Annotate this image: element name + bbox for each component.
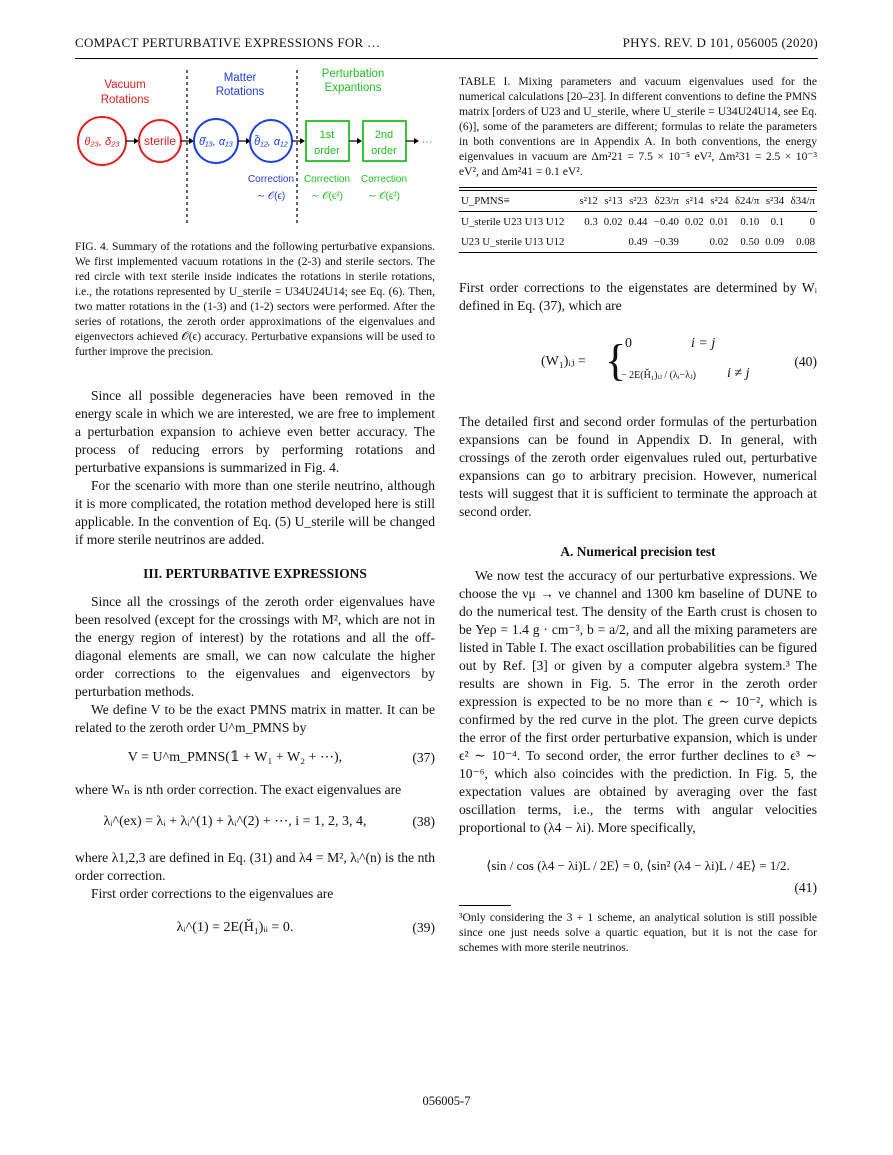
running-header (75, 35, 818, 55)
second-order-label-1: 2nd (374, 129, 394, 141)
page-number: 056005-7 (422, 1094, 471, 1108)
order-label-2: ∼ 𝒪(ϵ²) (311, 191, 343, 202)
right-column (459, 74, 817, 955)
equation-39: λᵢ^(1) = 2E(Ȟ₁)ᵢᵢ = 0. (39) (176, 920, 435, 935)
footnote: ³Only considering the 3 + 1 scheme, an analytical solution is still possible since one just needs solve a quartic equation, but it is not the case for schemes with more sterile neutrinos. (459, 911, 817, 954)
second-order-label-2: order (371, 145, 397, 157)
figure-4-caption: FIG. 4. Summary of the rotations and the following perturbative expansions. We first implemented vacuum rotations in the (2-3) and sterile sectors. The red circle with text sterile inside indicates the rotations in sterile rotations, i.e., the rotations represented by U_sterile = U34U24U14; see Eq. (6). Then, two matter rotations in the (1-3) and (1-2) sectors were performed. After the series of rotations, the zeroth order approximations of the eigenvalues and eigenvectors achieved 𝒪(ϵ) accuracy. Perturbative expansions will be used to further improve the precision. (75, 240, 435, 358)
paragraph: First order corrections to the eigenstates are determined by Wᵢ defined in Eq. (37), which are (459, 280, 817, 313)
label-vacuum-1: Vacuum (104, 79, 146, 91)
table-row: U23 U_sterile U13 U12 0.49 −0.39 0.02 0.50 0.09 0.08 (459, 232, 817, 253)
footnote-rule (459, 905, 511, 906)
table-row: U_sterile U23 U13 U12 0.3 0.02 0.44 −0.40 0.02 0.01 0.10 0.1 0 (461, 216, 815, 228)
paragraph: where Wₙ is nth order correction. The exact eigenvalues are (75, 782, 402, 797)
subsection-heading: A. Numerical precision test (560, 544, 716, 559)
order-label-1: ∼ 𝒪(ϵ) (256, 191, 286, 202)
equation-41: ⟨sin / cos (λ4 − λi)L / 2E⟩ = 0, ⟨sin² (λ4 − λi)L / 4E⟩ = 1/2. (41) (486, 858, 817, 895)
header-title: COMPACT PERTURBATIVE EXPRESSIONS FOR … (75, 35, 381, 50)
paragraph: Since all possible degeneracies have been removed in the energy scale in which we are interested, we are free to implement a perturbation expansion to achieve even better accuracy. The process of reducing errors by performing rotations and perturbative expansions is summarized in Fig. 4. (75, 388, 435, 475)
paragraph: where λ1,2,3 are defined in Eq. (31) and λ4 = M², λᵢ^(n) is the nth order correction. (75, 850, 435, 883)
first-order-label-2: order (314, 145, 340, 157)
table-1-caption: TABLE I. Mixing parameters and vacuum eigenvalues used for the numerical calculations [20–23]. In different conventions to define the PMNS matrix [orders of U23 and U_sterile, where U_sterile = U34U24U14, see Eq. (6)], some of the parameters are different; formulas to relate the parameters in both conventions are in Appendix A. In both conventions, the energy eigenvalues in vacuum are Δm²21 = 7.5 × 10⁻⁵ eV², Δm²31 = 2.5 × 10⁻³ eV², and Δm²41 = 0.1 eV². (459, 75, 817, 178)
vacuum-node-label: θ₂₃, δ₂₃ (84, 136, 120, 148)
ellipsis: ··· (421, 136, 433, 148)
table-1 (459, 191, 817, 253)
paragraph: We define V to be the exact PMNS matrix in matter. It can be related to the zeroth order U^m_PMNS by (75, 702, 435, 735)
matter-node-13-label: θ̂₁₃, α₁₃ (198, 136, 234, 148)
table-header-row: U_PMNS≡ s²12 s²13 s²23 δ23/π s²14 s²24 δ24/π s²34 δ34/π (459, 191, 817, 212)
correction-label-3: Correction (360, 174, 408, 185)
label-vacuum-2: Rotations (100, 94, 150, 106)
paragraph: For the scenario with more than one sterile neutrino, although it is more complicated, the rotation method developed here is still applicable. In the convention of Eq. (5) U_sterile will be changed if more sterile neutrinos are added. (75, 478, 435, 547)
label-matter-1: Matter (223, 72, 257, 84)
correction-label-2: Correction (303, 174, 351, 185)
label-pert-2: Expantions (324, 82, 382, 94)
first-order-label-1: 1st (319, 129, 335, 141)
matter-node-12-label: θ̃₁₂, α₁₂ (254, 136, 288, 148)
header-journal: PHYS. REV. D 101, 056005 (2020) (622, 35, 818, 50)
sterile-node-label: sterile (143, 134, 177, 148)
paragraph: Since all the crossings of the zeroth order eigenvalues have been resolved (except for the crossings with M², which are not in the energy region of interest) by the rotations and all the off-diagonal elements are small, we can now calculate the higher order corrections to the eigenvalues and eigenvectors by perturbation methods. (75, 594, 435, 699)
equation-37: V = U^m_PMNS(𝟙 + W₁ + W₂ + ⋯), (37) (127, 750, 435, 765)
label-pert-1: Perturbation (321, 68, 385, 80)
left-column (75, 66, 435, 945)
paragraph: The detailed first and second order formulas of the perturbation expansions can be found in Appendix D. In general, with crossings of the zeroth order eigenvalues ruled out, perturbative expansions can go to arbitrary precision. However, numerical tests will suggest that it is sufficient to terminate the approach at second order. (459, 414, 817, 519)
order-label-3: ∼ 𝒪(ϵ³) (368, 191, 400, 202)
paragraph: First order corrections to the eigenvalues are (91, 886, 334, 901)
label-matter-2: Rotations (215, 86, 265, 98)
paragraph: We now test the accuracy of our perturbative expressions. We choose the νμ → νe channel and 1300 km baseline of DUNE to do the numerical test. The density of the Earth crust is chosen to be Yeρ = 1.4 g · cm⁻³, b = a/2, and all the mixing parameters are listed in Table I. The exact oscillation probabilities can be figured out by Ref. [3] or given by a computer algebra system.³ The results are shown in Fig. 5. The error in the zeroth order expression is expected to be no more than ϵ ∼ 10⁻², which is confirmed by the red curve in the plot. The green curve depicts the error of the first order perturbative expansion, which is under ϵ² ∼ 10⁻⁴. To second order, the error further declines to ϵ³ ∼ 10⁻⁶, which also coincides with the prediction. In Fig. 5, the expectation values are obtained by averaging over the fast oscillation terms, i.e., the terms with angular velocities proportional to (λ4 − λi). More specifically, (459, 568, 817, 835)
figure-4-diagram (75, 66, 435, 226)
equation-38: λᵢ^(ex) = λᵢ + λᵢ^(1) + λᵢ^(2) + ⋯, i = 1, 2, 3, 4, (38) (103, 814, 435, 829)
equation-40: (W₁)ᵢⱼ = { 0 i = j − 2E(Ȟ₁)ᵢⱼ / (λᵢ−λⱼ) i ≠ j (40) (541, 336, 817, 385)
correction-label-1: Correction (247, 174, 295, 185)
header-rule (75, 58, 818, 59)
section-heading: III. PERTURBATIVE EXPRESSIONS (143, 566, 367, 581)
